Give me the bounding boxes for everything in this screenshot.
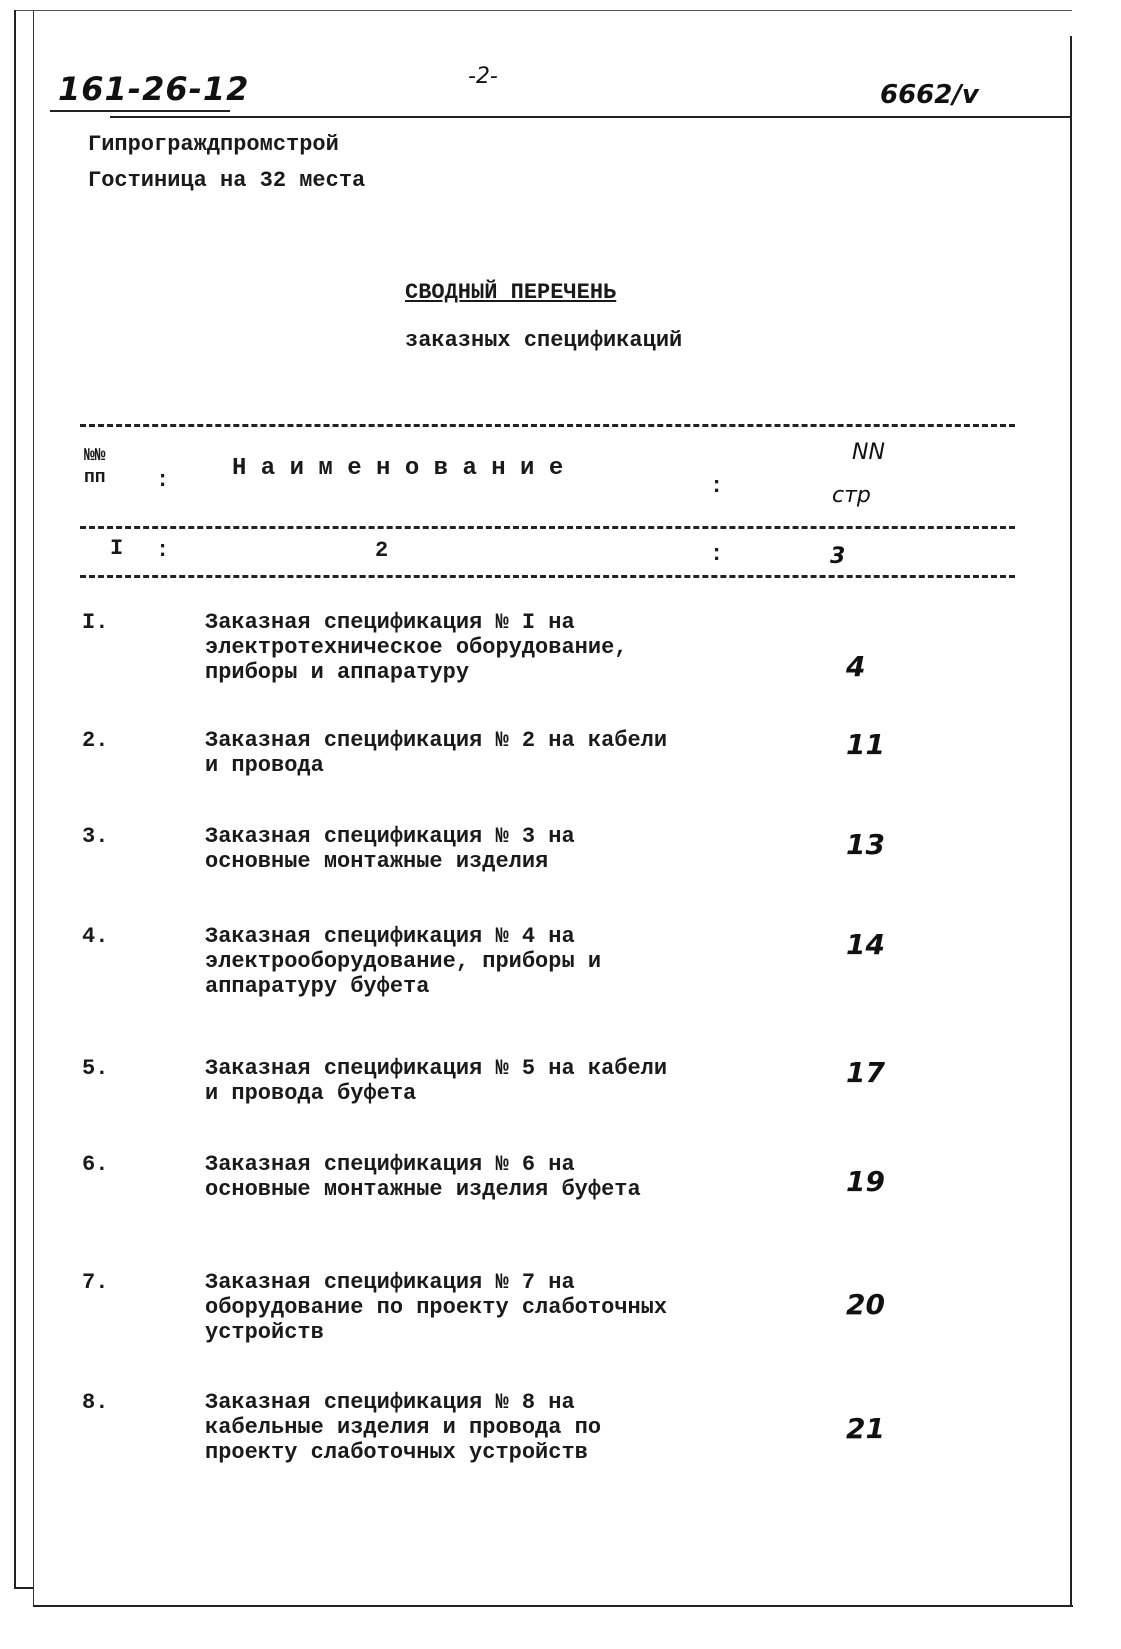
row-page: 17 [846, 1056, 885, 1089]
frame-border [14, 10, 16, 1588]
column-separator: : [710, 542, 724, 567]
column-separator: : [156, 468, 170, 493]
row-number: 6. [82, 1152, 109, 1177]
page-subtitle: заказных спецификаций [405, 328, 683, 353]
column-separator: : [156, 538, 170, 563]
row-text: Заказная спецификация № 7 на оборудование по проекту слаботочных устройств [205, 1270, 668, 1345]
frame-border [33, 10, 34, 1607]
row-text: Заказная спецификация № I на электротехническое оборудование, приборы и аппаратуру [205, 610, 628, 685]
row-page: 14 [846, 928, 885, 961]
row-number: 7. [82, 1270, 109, 1295]
organization-name: Гипрограждпромстрой [88, 132, 339, 157]
header-rule [110, 116, 1070, 118]
column-number-2: 2 [375, 538, 389, 563]
row-text: Заказная спецификация № 8 на кабельные изделия и провода по проекту слаботочных устройств [205, 1390, 602, 1465]
column-number-1: I [110, 536, 124, 561]
frame-border [33, 1605, 1073, 1607]
row-number: I. [82, 610, 109, 635]
page-title: СВОДНЫЙ ПЕРЕЧЕНЬ [405, 280, 617, 305]
column-header-page-2: стр [832, 483, 871, 508]
column-number-3: 3 [830, 544, 846, 569]
column-header-name: Н а и м е н о в а н и е [232, 455, 564, 482]
page-number: -2- [468, 64, 498, 89]
table-rule [80, 424, 1015, 427]
row-text: Заказная спецификация № 2 на кабели и провода [205, 728, 668, 778]
frame-border [14, 10, 1072, 11]
row-number: 8. [82, 1390, 109, 1415]
table-rule [80, 575, 1015, 578]
row-page: 13 [846, 828, 885, 861]
row-page: 20 [846, 1288, 885, 1321]
row-page: 4 [846, 650, 866, 683]
frame-border [1070, 36, 1072, 1606]
row-text: Заказная спецификация № 6 на основные монтажные изделия буфета [205, 1152, 641, 1202]
column-separator: : [710, 474, 724, 499]
row-page: 19 [846, 1165, 885, 1198]
row-text: Заказная спецификация № 3 на основные монтажные изделия [205, 824, 575, 874]
row-text: Заказная спецификация № 5 на кабели и провода буфета [205, 1056, 668, 1106]
inventory-number: 6662/v [880, 80, 979, 110]
row-number: 2. [82, 728, 109, 753]
column-header-page-1: NN [852, 440, 885, 465]
table-rule [80, 526, 1015, 529]
code-underline [50, 110, 230, 112]
row-text: Заказная спецификация № 4 на электрооборудование, приборы и аппаратуру буфета [205, 924, 602, 999]
row-page: 11 [846, 728, 885, 761]
object-name: Гостиница на 32 места [88, 168, 366, 193]
column-header-number: №№ пп [84, 446, 106, 488]
row-page: 21 [846, 1412, 885, 1445]
row-number: 5. [82, 1056, 109, 1081]
frame-border [14, 1587, 34, 1589]
row-number: 3. [82, 824, 109, 849]
document-code: 161-26-12 [58, 70, 250, 108]
row-number: 4. [82, 924, 109, 949]
